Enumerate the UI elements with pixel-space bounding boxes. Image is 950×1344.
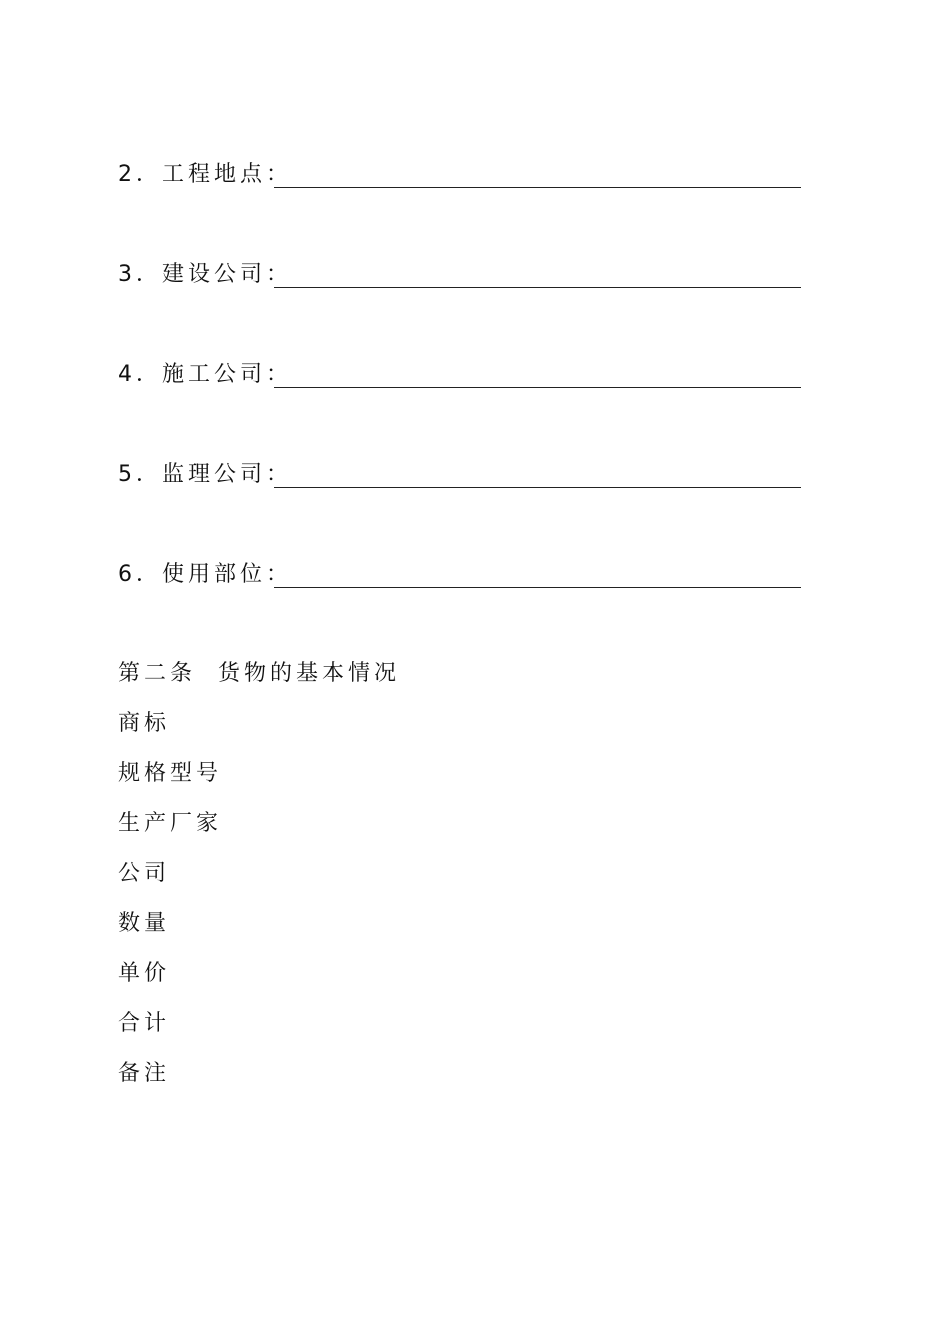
field-label: 6．使用部位：	[118, 562, 292, 587]
section-title: 货物的基本情况	[218, 661, 401, 686]
field-label: 4．施工公司：	[118, 362, 292, 387]
field-label: 2．工程地点：	[118, 162, 292, 187]
field-project-location	[118, 148, 801, 188]
section-heading	[118, 658, 400, 690]
list-item: 单价	[118, 961, 171, 986]
list-item: 商标	[118, 711, 171, 736]
fill-in-line[interactable]	[274, 187, 801, 188]
list-item: 合计	[118, 1011, 171, 1036]
fill-in-line[interactable]	[274, 287, 801, 288]
field-label: 3．建设公司：	[118, 262, 292, 287]
fill-in-line[interactable]	[274, 487, 801, 488]
field-usage-location	[118, 548, 801, 588]
list-item: 备注	[118, 1061, 171, 1086]
fill-in-line[interactable]	[274, 587, 801, 588]
field-contractor-company	[118, 348, 801, 388]
list-item: 公司	[118, 861, 171, 886]
list-item: 生产厂家	[118, 811, 223, 836]
list-item: 数量	[118, 911, 171, 936]
field-label: 5．监理公司：	[118, 462, 292, 487]
field-construction-company	[118, 248, 801, 288]
fill-in-line[interactable]	[274, 387, 801, 388]
field-supervision-company	[118, 448, 801, 488]
section-number: 第二条	[118, 661, 197, 686]
list-item: 规格型号	[118, 761, 223, 786]
